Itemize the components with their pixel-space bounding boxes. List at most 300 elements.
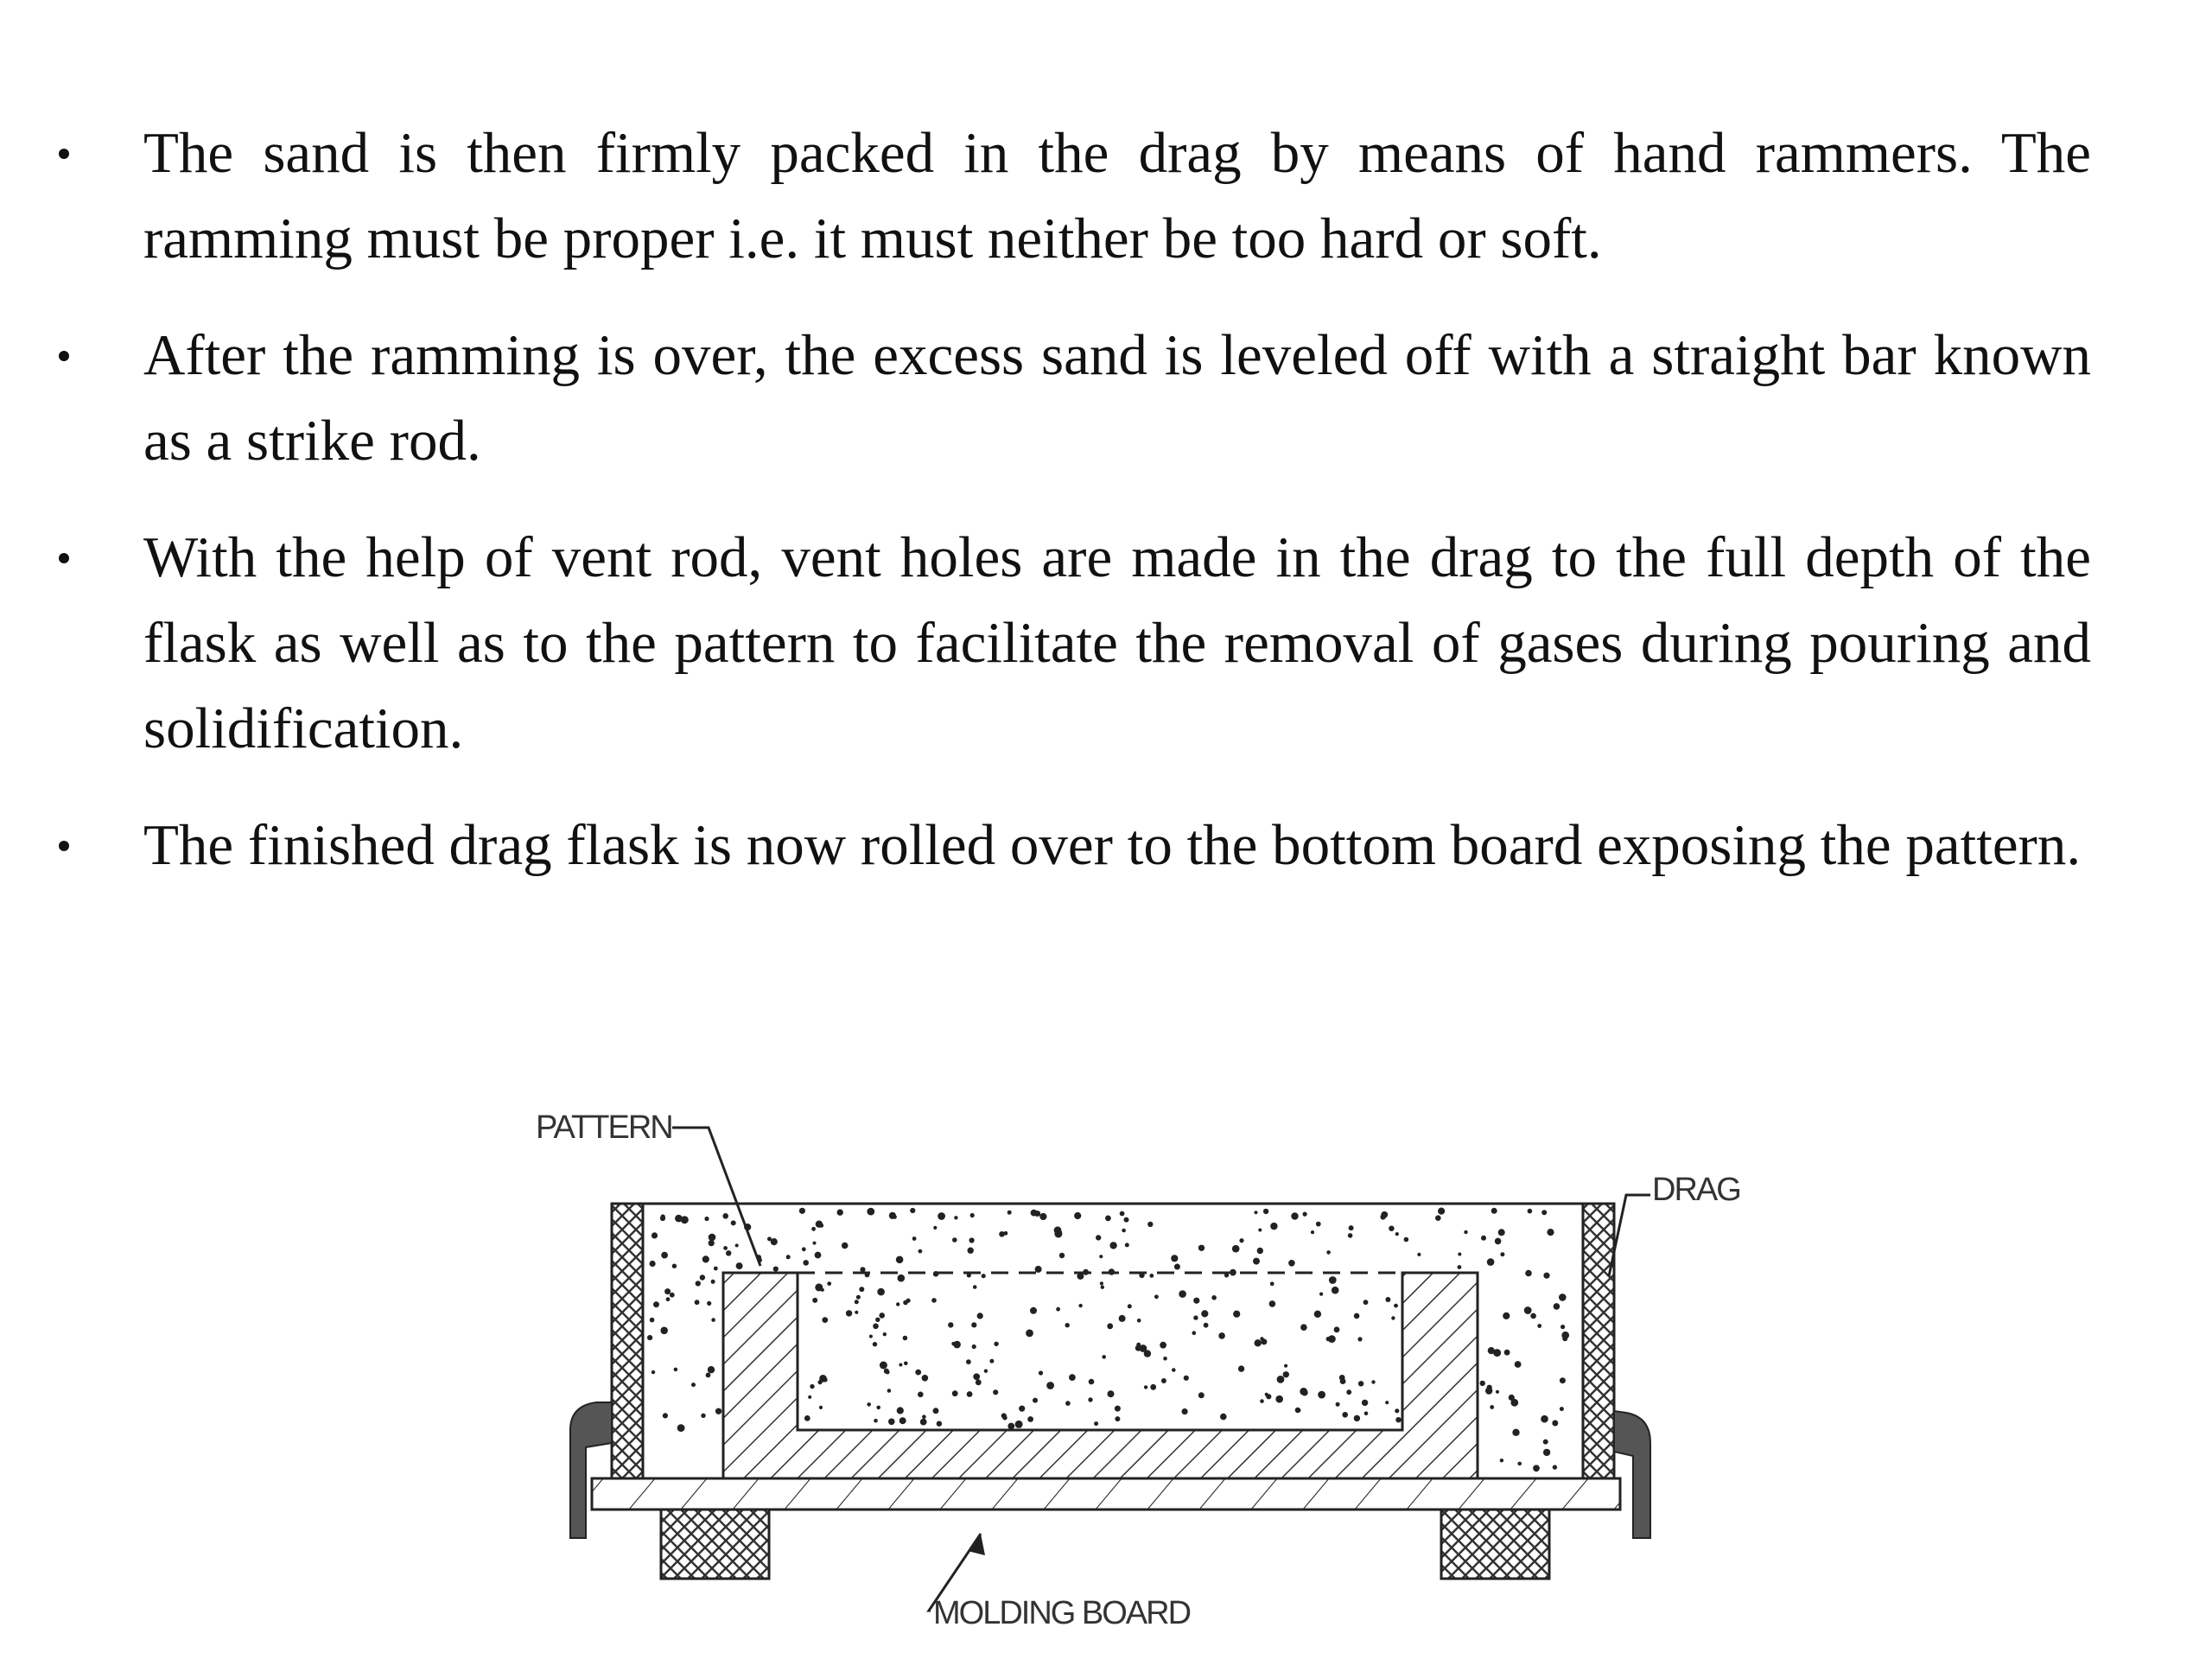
sand-grain <box>691 1382 696 1387</box>
sand-grain <box>1490 1405 1494 1409</box>
sand-grain <box>1100 1281 1103 1285</box>
sand-grain <box>1161 1378 1166 1383</box>
sand-grain <box>1039 1370 1043 1375</box>
sand-grain <box>896 1256 904 1264</box>
sand-grain <box>883 1332 887 1336</box>
sand-grain <box>815 1283 823 1291</box>
sand-grain <box>696 1281 701 1286</box>
sand-grain <box>1328 1335 1336 1343</box>
sand-grain <box>977 1313 983 1319</box>
sand-grain <box>869 1335 873 1338</box>
sand-grain <box>1015 1421 1023 1428</box>
sand-grain <box>1562 1336 1567 1341</box>
sand-grain <box>706 1373 711 1378</box>
sand-grain <box>1269 1300 1276 1307</box>
sand-grain <box>1019 1406 1025 1412</box>
bullet-item-strike-rod <box>52 313 2091 484</box>
sand-grain <box>966 1359 971 1364</box>
sand-grain <box>804 1415 810 1421</box>
sand-grain <box>1233 1311 1240 1318</box>
sand-grain <box>1491 1208 1497 1214</box>
sand-grain <box>1163 1357 1167 1361</box>
sand-grain <box>1198 1392 1205 1398</box>
bullet-text: After the ramming is over, the excess sand is leveled off with a straight bar known as a strike rod. <box>143 323 2091 473</box>
sand-grain <box>1404 1237 1409 1243</box>
sand-grain <box>660 1327 668 1335</box>
sand-grain <box>1078 1304 1082 1307</box>
sand-grain <box>1543 1449 1550 1456</box>
sand-grain <box>1105 1216 1111 1222</box>
sand-grain <box>1300 1388 1307 1395</box>
sand-grain <box>933 1226 937 1230</box>
sand-grain <box>735 1243 739 1247</box>
sand-grain <box>918 1392 924 1398</box>
sand-grain <box>1357 1337 1362 1341</box>
sand-grain <box>815 1252 822 1259</box>
sand-grain <box>715 1408 721 1414</box>
sand-grain <box>1046 1382 1054 1389</box>
sand-grain <box>1381 1211 1388 1218</box>
sand-grain <box>899 1363 902 1367</box>
sand-grain <box>1332 1287 1339 1294</box>
board-support-right <box>1441 1510 1549 1579</box>
bullet-dot-icon <box>59 841 69 851</box>
sand-grain <box>1266 1394 1271 1399</box>
sand-grain <box>1500 1252 1504 1256</box>
sand-grain <box>952 1390 958 1396</box>
sand-grain <box>672 1264 677 1268</box>
sand-grain <box>886 1370 890 1375</box>
sand-grain <box>1204 1323 1209 1328</box>
sand-grain <box>1107 1323 1113 1329</box>
sand-grain <box>1560 1407 1564 1411</box>
sand-grain <box>953 1341 961 1349</box>
sand-grain <box>666 1297 671 1301</box>
drag-left-wall <box>612 1204 643 1478</box>
sand-grain <box>1485 1387 1492 1394</box>
sand-grain <box>967 1391 973 1397</box>
sand-grain <box>1284 1364 1287 1368</box>
sand-grain <box>1055 1230 1062 1236</box>
sand-grain <box>1255 1211 1258 1214</box>
sand-grain <box>1336 1402 1340 1407</box>
sand-grain <box>711 1318 715 1322</box>
sand-grain <box>674 1368 678 1372</box>
sand-grain <box>700 1274 705 1280</box>
sand-grain <box>650 1261 656 1267</box>
sand-grain <box>933 1408 939 1414</box>
sand-grain <box>876 1406 880 1410</box>
sand-grain <box>1349 1225 1354 1230</box>
sand-grain <box>1362 1400 1368 1406</box>
sand-grain <box>837 1209 843 1215</box>
sand-grain <box>1270 1223 1277 1230</box>
sand-grain <box>1201 1310 1208 1317</box>
sand-grain <box>1171 1255 1178 1262</box>
sand-grain <box>1160 1342 1166 1349</box>
sand-grain <box>808 1395 811 1399</box>
sand-grain <box>1174 1264 1180 1270</box>
sand-grain <box>1504 1350 1510 1356</box>
sand-grain <box>786 1255 791 1259</box>
sand-grain <box>714 1267 718 1271</box>
drag-label: DRAG <box>1652 1172 1740 1208</box>
sand-grain <box>1239 1238 1243 1243</box>
sand-grain <box>1512 1429 1519 1436</box>
sand-grain <box>859 1287 864 1292</box>
sand-grain <box>971 1322 976 1327</box>
sand-grain <box>952 1237 957 1243</box>
sand-grain <box>650 1318 655 1323</box>
sand-grain <box>973 1285 977 1289</box>
sand-grain <box>709 1234 716 1242</box>
sand-grain <box>889 1212 896 1219</box>
sand-grain <box>922 1414 926 1419</box>
sand-grain <box>1364 1412 1369 1416</box>
sand-grain <box>993 1389 998 1395</box>
sand-grain <box>1314 1311 1321 1318</box>
sand-grain <box>1211 1295 1217 1300</box>
sand-grain <box>867 1402 871 1407</box>
sand-grain <box>1258 1229 1262 1232</box>
sand-grain <box>1184 1376 1189 1381</box>
sand-grain <box>652 1232 658 1238</box>
sand-grain <box>1108 1390 1115 1397</box>
sand-grain <box>899 1417 906 1424</box>
sand-grain <box>827 1281 831 1286</box>
bullet-dot-icon <box>59 149 69 159</box>
sand-grain <box>1316 1222 1321 1227</box>
sand-grain <box>948 1322 953 1327</box>
sand-grain <box>1182 1408 1188 1414</box>
sand-grain <box>660 1216 665 1221</box>
sand-grain <box>1530 1313 1536 1319</box>
sand-grain <box>1069 1374 1076 1381</box>
sand-grain <box>1144 1350 1151 1357</box>
sand-grain <box>819 1224 823 1228</box>
sand-grain <box>1288 1260 1295 1267</box>
sand-grain <box>1122 1229 1126 1233</box>
sand-grain <box>1150 1384 1156 1390</box>
bullet-item-vent-holes <box>52 515 2091 772</box>
sand-grain <box>1030 1307 1037 1314</box>
sand-grain <box>1342 1412 1348 1418</box>
bullet-dot-icon <box>59 351 69 361</box>
sand-grain <box>954 1216 957 1219</box>
sand-grain <box>1193 1298 1199 1304</box>
sand-grain <box>897 1407 904 1414</box>
sand-grain <box>1034 1211 1040 1217</box>
sand-grain <box>984 1370 988 1373</box>
sand-grain <box>1319 1293 1323 1296</box>
sand-grain <box>1007 1211 1012 1215</box>
sand-grain <box>1435 1215 1441 1221</box>
sand-grain <box>1099 1255 1103 1258</box>
sand-grain <box>1500 1459 1503 1462</box>
sand-grain <box>1230 1269 1236 1276</box>
sand-grain <box>1311 1230 1314 1234</box>
sand-grain <box>1363 1300 1369 1305</box>
sand-grain <box>1553 1465 1557 1469</box>
sand-grain <box>1136 1343 1141 1347</box>
sand-grain <box>1334 1326 1340 1332</box>
sand-grain <box>1260 1399 1264 1403</box>
sand-grain <box>1552 1421 1558 1427</box>
sand-grain <box>970 1213 975 1217</box>
sand-grain <box>1277 1376 1285 1383</box>
sand-grain <box>1125 1243 1129 1247</box>
sand-grain <box>1487 1258 1495 1266</box>
sand-grain <box>903 1300 908 1306</box>
sand-grain <box>1295 1408 1300 1413</box>
sand-grain <box>855 1300 859 1304</box>
sand-grain <box>969 1237 975 1243</box>
sand-grain <box>1395 1408 1399 1413</box>
sand-grain <box>1554 1303 1560 1310</box>
bullet-dot-icon <box>59 553 69 563</box>
sand-grain <box>1541 1210 1547 1215</box>
sand-grain <box>915 1370 921 1376</box>
sand-grain <box>920 1419 927 1426</box>
sand-grain <box>879 1313 885 1319</box>
sand-grain <box>1385 1297 1390 1302</box>
pattern-label: PATTERN <box>536 1109 672 1146</box>
bullet-text: The finished drag flask is now rolled over to the bottom board exposing the pattern. <box>143 813 2082 877</box>
sand-grain <box>1192 1331 1197 1335</box>
sand-grain <box>1559 1294 1567 1301</box>
sand-grain <box>1326 1250 1331 1255</box>
sand-grain <box>1026 1330 1033 1338</box>
drag-flask-diagram <box>518 1084 1771 1637</box>
sand-grain <box>1560 1325 1565 1329</box>
sand-grain <box>1560 1377 1566 1383</box>
sand-grain <box>767 1236 772 1241</box>
sand-grain <box>989 1359 994 1363</box>
sand-grain <box>873 1324 879 1330</box>
sand-grain <box>1232 1245 1240 1253</box>
sand-grain <box>1391 1316 1395 1319</box>
sand-grain <box>1102 1355 1106 1359</box>
sand-grain <box>918 1249 923 1254</box>
sand-grain <box>1263 1209 1268 1214</box>
molding-board <box>592 1478 1620 1510</box>
sand-grain <box>1172 1368 1176 1372</box>
sand-grain <box>1503 1313 1510 1319</box>
sand-grain <box>802 1247 806 1251</box>
sand-grain <box>922 1375 929 1382</box>
sand-grain <box>1395 1417 1401 1422</box>
sand-grain <box>972 1344 976 1349</box>
sand-grain <box>1094 1421 1098 1426</box>
sand-grain <box>1495 1238 1502 1245</box>
sand-grain <box>1115 1406 1121 1412</box>
sand-grain <box>1120 1211 1125 1217</box>
sand-grain <box>896 1302 899 1306</box>
sand-grain <box>855 1311 858 1314</box>
sand-grain <box>707 1301 711 1306</box>
sand-grain <box>1238 1365 1244 1371</box>
sand-grain <box>708 1366 715 1373</box>
sand-grain <box>812 1298 817 1303</box>
sand-grain <box>1056 1307 1060 1312</box>
sand-grain <box>931 1298 937 1303</box>
sand-grain <box>856 1295 861 1300</box>
sand-grain <box>1115 1416 1120 1421</box>
sand-grain <box>880 1362 887 1370</box>
sand-grain <box>1291 1212 1298 1219</box>
sand-grain <box>1510 1399 1518 1407</box>
sand-grain <box>1007 1423 1014 1430</box>
sand-grain <box>1257 1248 1263 1254</box>
sand-grain <box>937 1421 942 1427</box>
sand-grain <box>803 1260 809 1266</box>
sand-grain <box>1371 1380 1375 1383</box>
sand-grain <box>873 1342 877 1346</box>
sand-grain <box>1154 1294 1159 1299</box>
sand-grain <box>1525 1270 1532 1277</box>
sand-grain <box>1137 1319 1141 1323</box>
sand-grain <box>1340 1378 1346 1384</box>
sand-grain <box>1458 1265 1462 1269</box>
sand-grain <box>1065 1401 1071 1406</box>
sand-grain <box>681 1216 689 1224</box>
sand-grain <box>1065 1323 1070 1327</box>
drag-right-wall <box>1583 1204 1614 1478</box>
board-arrow-icon <box>968 1534 985 1555</box>
sand-grain <box>860 1267 865 1272</box>
sand-grain <box>1385 1401 1389 1404</box>
board-support-left <box>661 1510 769 1579</box>
sand-grain <box>968 1248 974 1254</box>
sand-grain <box>1101 1286 1104 1289</box>
sand-grain <box>1270 1281 1274 1286</box>
sand-grain <box>976 1379 982 1385</box>
sand-grain <box>1543 1273 1549 1279</box>
bullet-item-roll-over <box>52 803 2091 888</box>
sand-grain <box>726 1250 731 1255</box>
sand-grain <box>1255 1339 1262 1346</box>
sand-grain <box>1002 1415 1007 1420</box>
sand-grain <box>819 1406 823 1409</box>
sand-grain <box>731 1220 736 1225</box>
sand-grain <box>867 1208 874 1216</box>
sand-grain <box>822 1317 828 1323</box>
sand-grain <box>663 1413 668 1418</box>
sand-grain <box>1488 1347 1495 1354</box>
sand-grain <box>1074 1212 1081 1219</box>
sand-grain <box>1147 1222 1153 1227</box>
sand-grain <box>982 1274 986 1278</box>
sand-grain <box>1458 1253 1461 1256</box>
sand-grain <box>1218 1332 1225 1339</box>
sand-grain <box>723 1246 728 1250</box>
sand-grain <box>874 1419 878 1423</box>
sand-grain <box>1547 1229 1554 1236</box>
sand-grain <box>1517 1462 1522 1466</box>
sand-grain <box>875 1318 880 1322</box>
sand-grain <box>1533 1465 1540 1471</box>
sand-grain <box>709 1240 715 1246</box>
bullet-text: With the help of vent rod, vent holes are made in the drag to the full depth of the flask as well as to the pattern to facilitate the removal of gases during pouring and solidification. <box>143 525 2091 760</box>
sand-grain <box>1464 1230 1467 1234</box>
sand-grain <box>810 1384 814 1389</box>
sand-grain <box>1329 1276 1337 1284</box>
bullet-list <box>52 111 2091 919</box>
sand-grain <box>904 1362 908 1366</box>
sand-grain <box>811 1227 816 1231</box>
sand-grain <box>910 1208 915 1213</box>
sand-grain <box>1128 1304 1132 1308</box>
sand-grain <box>695 1300 700 1305</box>
sand-grain <box>1124 1217 1129 1223</box>
sand-grain <box>1528 1209 1533 1214</box>
sand-grain <box>1027 1416 1033 1422</box>
sand-grain <box>1348 1233 1353 1238</box>
sand-grain <box>1283 1371 1289 1377</box>
sand-grain <box>1039 1213 1046 1220</box>
sand-grain <box>1537 1324 1541 1328</box>
sand-grain <box>877 1288 885 1296</box>
sand-grain <box>702 1255 709 1262</box>
sand-grain <box>903 1336 908 1341</box>
right-clamp <box>1614 1411 1650 1538</box>
sand-grain <box>1179 1290 1186 1298</box>
sand-grain <box>994 1342 998 1346</box>
sand-grain <box>1275 1395 1283 1403</box>
sand-grain <box>736 1262 743 1269</box>
sand-grain <box>1389 1226 1394 1231</box>
sand-grain <box>1119 1315 1126 1322</box>
sand-grain <box>842 1243 849 1249</box>
sand-grain <box>1515 1361 1522 1368</box>
sand-grain <box>1303 1212 1307 1217</box>
sand-grain <box>704 1217 709 1221</box>
sand-grain <box>661 1252 668 1259</box>
sand-grain <box>1354 1415 1360 1421</box>
sand-grain <box>1496 1390 1499 1394</box>
sand-grain <box>1524 1306 1532 1314</box>
sand-grain <box>1541 1415 1548 1423</box>
sand-grain <box>1417 1253 1421 1256</box>
sand-grain <box>711 1280 715 1284</box>
sand-grain <box>1089 1379 1095 1385</box>
sand-grain <box>813 1242 817 1245</box>
bullet-text: The sand is then firmly packed in the drag by means of hand rammers. The ramming must be proper i.e. it must neither be too hard or soft. <box>143 121 2091 270</box>
sand-grain <box>1318 1391 1325 1399</box>
sand-grain <box>846 1310 852 1316</box>
sand-grain <box>1395 1232 1399 1236</box>
sand-grain <box>1346 1389 1351 1395</box>
sand-grain <box>1394 1304 1398 1308</box>
sand-grain <box>1149 1274 1154 1278</box>
sand-grain <box>887 1389 892 1393</box>
sand-grain <box>888 1419 895 1426</box>
sand-grain <box>701 1414 705 1418</box>
sand-grain <box>773 1267 779 1272</box>
sand-grain <box>1109 1242 1116 1249</box>
sand-grain <box>1481 1236 1486 1241</box>
left-clamp <box>570 1402 612 1538</box>
sand-grain <box>1480 1381 1485 1386</box>
sand-grain <box>1033 1398 1038 1403</box>
sand-grain <box>973 1373 980 1380</box>
sand-grain <box>652 1370 655 1374</box>
sand-grain <box>1543 1440 1548 1445</box>
sand-grain <box>1498 1229 1505 1236</box>
sand-grain <box>670 1293 675 1298</box>
sand-grain <box>1088 1397 1092 1402</box>
sand-grain <box>1096 1235 1101 1240</box>
